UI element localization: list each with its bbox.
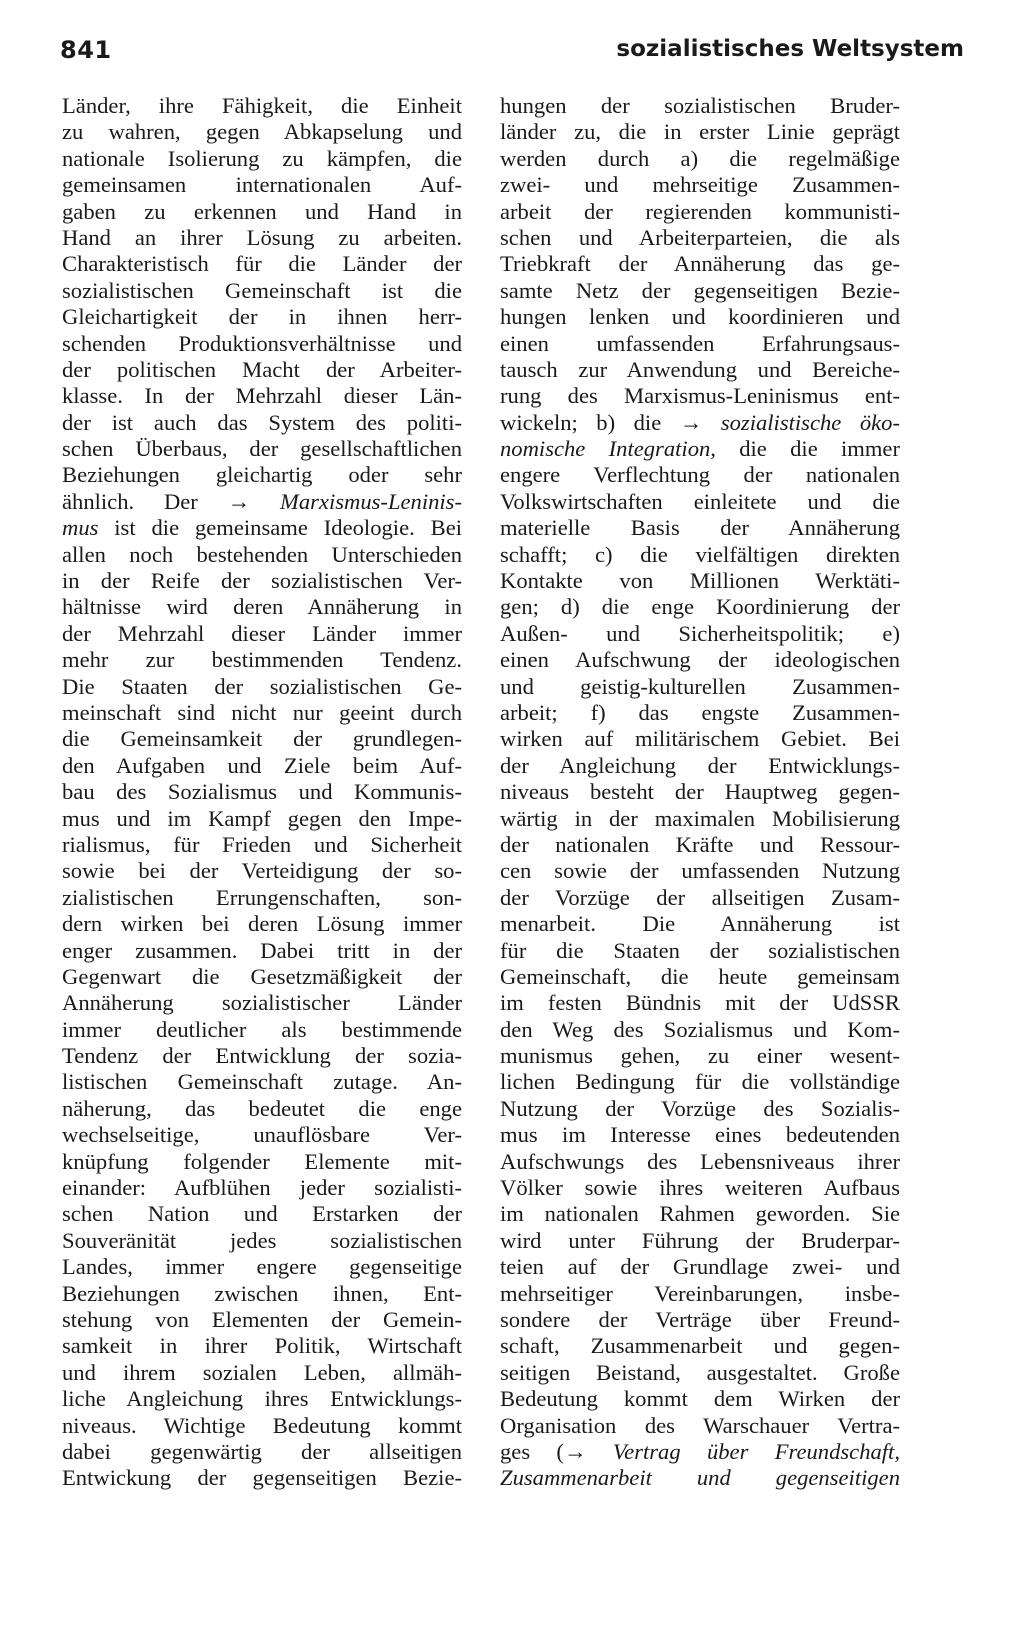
text-line [500,964,900,990]
text-segment: enger zusammen. Dabei tritt in der [62,937,462,963]
text-line [500,1413,900,1439]
running-head: sozialistisches Weltsystem [616,36,964,62]
text-line [62,674,462,700]
left-text-column [62,93,462,1492]
text-segment: der ist auch das System des politi- [62,409,462,435]
text-line [500,1122,900,1148]
page-number: 841 [60,36,112,64]
text-line [62,1175,462,1201]
text-segment: in der Reife der sozialistischen Ver- [62,568,462,594]
text-segment: materielle Basis der Annäherung [500,515,900,541]
text-segment: zu wahren, gegen Abkapselung und [62,119,462,145]
text-segment: tausch zur Anwendung und Bereiche- [500,356,900,382]
italic-term: nomische Integration, [500,436,716,462]
text-segment: im nationalen Rahmen geworden. Sie [500,1201,900,1227]
text-segment: gaben zu erkennen und Hand in [62,198,462,224]
text-line [62,1386,462,1412]
text-line [62,1281,462,1307]
text-line [500,278,900,304]
text-segment: der Angleichung der Entwicklungs- [500,752,900,778]
text-segment: sowie bei der Verteidigung der so- [62,858,462,884]
text-segment: ges (→ [500,1438,613,1464]
text-line [500,383,900,409]
text-line [62,1228,462,1254]
text-segment: Souveränität jedes sozialistischen [62,1227,462,1253]
right-text-column [500,93,900,1492]
text-segment: zwei- und mehrseitige Zusammen- [500,172,900,198]
text-line [500,1069,900,1095]
text-segment: im festen Bündnis mit der UdSSR [500,990,900,1016]
text-line [500,1386,900,1412]
text-segment: Bedeutung kommt dem Wirken der [500,1386,900,1412]
text-line [500,462,900,488]
text-segment: lichen Bedingung für die vollständige [500,1069,900,1095]
text-segment: mehr zur bestimmenden Tendenz. [62,647,462,673]
text-segment: Entwickung der gegenseitigen Bezie- [62,1465,462,1491]
text-line [500,489,900,515]
text-line [62,1069,462,1095]
text-segment: und ihrem sozialen Leben, allmäh- [62,1359,462,1385]
text-line [62,357,462,383]
text-line [500,331,900,357]
text-segment: schenden Produktionsverhältnisse und [62,330,462,356]
text-segment: Landes, immer engere gegenseitige [62,1254,462,1280]
text-line [62,700,462,726]
text-line [62,383,462,409]
text-line [62,1465,462,1491]
text-line [62,1360,462,1386]
text-segment: die die immer [715,436,900,462]
text-line [500,119,900,145]
text-line [500,938,900,964]
text-line [500,1096,900,1122]
text-line [500,674,900,700]
text-segment: für die Staaten der sozialistischen [500,937,900,963]
text-line [62,1413,462,1439]
text-segment: Charakteristisch für die Länder der [62,251,462,277]
text-segment: Völker sowie ihres weiteren Aufbaus [500,1175,900,1201]
text-segment: bau des Sozialismus und Kommunis- [62,779,462,805]
text-line [500,594,900,620]
text-segment: Aufschwungs des Lebensniveaus ihrer [500,1148,900,1174]
text-segment: die Gemeinsamkeit der grundlegen- [62,726,462,752]
text-segment: Außen- und Sicherheitspolitik; e) [500,620,900,646]
text-line [62,806,462,832]
text-line [62,726,462,752]
text-line [500,199,900,225]
text-segment: munismus gehen, zu einer wesent- [500,1043,900,1069]
text-line [62,990,462,1016]
text-segment: liche Angleichung ihres Entwicklungs- [62,1386,462,1412]
text-segment: listischen Gemeinschaft zutage. An- [62,1069,462,1095]
text-line [500,726,900,752]
text-line [62,1307,462,1333]
text-line [62,779,462,805]
text-segment: hungen der sozialistischen Bruder- [500,93,900,118]
text-line [500,990,900,1016]
text-segment: Gegenwart die Gesetzmäßigkeit der [62,963,462,989]
text-segment: schen und Arbeiterparteien, die als [500,224,900,250]
text-line [500,542,900,568]
text-line [500,832,900,858]
italic-term: Marxismus-Leninis- [280,488,462,514]
text-line [500,225,900,251]
text-line [500,93,900,119]
text-line [62,225,462,251]
text-line [500,1201,900,1227]
text-line [500,515,900,541]
text-segment: der Mehrzahl dieser Länder immer [62,620,462,646]
text-segment: niveaus. Wichtige Bedeutung kommt [62,1412,462,1438]
text-line [62,1439,462,1465]
text-segment: mus und im Kampf gegen den Impe- [62,805,462,831]
text-segment: sozialistischen Gemeinschaft ist die [62,277,462,303]
text-segment: menarbeit. Die Annäherung ist [500,911,900,937]
text-line [500,700,900,726]
text-line [500,1175,900,1201]
text-line [62,858,462,884]
text-line [500,1360,900,1386]
text-line [62,542,462,568]
text-segment: schafft; c) die vielfältigen direkten [500,541,900,567]
text-segment: wickeln; b) die → [500,409,721,435]
text-segment: Nutzung der Vorzüge des Sozialis- [500,1095,900,1121]
text-segment: Organisation des Warschauer Vertra- [500,1412,900,1438]
text-line [500,779,900,805]
text-segment: der nationalen Kräfte und Ressour- [500,831,900,857]
text-line [500,621,900,647]
text-segment: Länder, ihre Fähigkeit, die Einheit [62,93,462,118]
text-segment: teien auf der Grundlage zwei- und [500,1254,900,1280]
text-line [500,357,900,383]
text-line [500,146,900,172]
text-segment: einander: Aufblühen jeder sozialisti- [62,1175,462,1201]
text-segment: immer deutlicher als bestimmende [62,1016,462,1042]
text-segment: mus im Interesse eines bedeutenden [500,1122,900,1148]
text-segment: Volkswirtschaften einleitete und die [500,488,900,514]
text-line [500,568,900,594]
text-line [500,1281,900,1307]
text-segment: gemeinsamen internationalen Auf- [62,172,462,198]
text-line [62,172,462,198]
page-header [60,36,964,76]
text-segment: dern wirken bei deren Lösung immer [62,911,462,937]
text-segment: Annäherung sozialistischer Länder [62,990,462,1016]
text-line [500,1254,900,1280]
text-line [500,251,900,277]
text-line [500,1333,900,1359]
text-line [62,885,462,911]
text-line [500,753,900,779]
text-segment: schen Überbaus, der gesellschaftlichen [62,436,462,462]
text-segment: samte Netz der gegenseitigen Bezie- [500,277,900,303]
text-line [500,1465,900,1491]
text-line [500,911,900,937]
text-segment: hungen lenken und koordinieren und [500,304,900,330]
text-line [500,806,900,832]
text-line [62,410,462,436]
text-segment: nationale Isolierung zu kämpfen, die [62,145,462,171]
text-segment: hältnisse wird deren Annäherung in [62,594,462,620]
text-line [62,938,462,964]
text-line [500,172,900,198]
text-line [62,489,462,515]
text-line [62,251,462,277]
text-line [62,199,462,225]
italic-term: sozialistische öko- [720,409,900,435]
text-line [500,410,900,436]
text-segment: meinschaft sind nicht nur geeint durch [62,699,462,725]
text-segment: werden durch a) die regelmäßige [500,145,900,171]
text-segment: ist die gemeinsame Ideologie. Bei [98,515,462,541]
text-line [62,1043,462,1069]
text-line [62,568,462,594]
text-segment: der Vorzüge der allseitigen Zusam- [500,884,900,910]
italic-term: Zusammenarbeit und gegenseitigen [500,1465,900,1491]
text-line [62,1017,462,1043]
text-line [62,304,462,330]
text-segment: Beziehungen gleichartig oder sehr [62,462,462,488]
text-segment: wärtig in der maximalen Mobilisierung [500,805,900,831]
text-segment: einen Aufschwung der ideologischen [500,647,900,673]
text-segment: der politischen Macht der Arbeiter- [62,356,462,382]
text-segment: schen Nation und Erstarken der [62,1201,462,1227]
text-segment: näherung, das bedeutet die enge [62,1095,462,1121]
text-segment: wirken auf militärischem Gebiet. Bei [500,726,900,752]
text-line [62,119,462,145]
text-line [62,964,462,990]
text-line [62,832,462,858]
text-segment: Triebkraft der Annäherung das ge- [500,251,900,277]
text-line [62,1122,462,1148]
text-segment: stehung von Elementen der Gemein- [62,1306,462,1332]
text-segment: Gleichartigkeit der in ihnen herr- [62,304,462,330]
text-segment: länder zu, die in erster Linie geprägt [500,119,900,145]
text-segment: arbeit; f) das engste Zusammen- [500,699,900,725]
text-line [500,1439,900,1465]
text-line [62,621,462,647]
text-segment: cen sowie der umfassenden Nutzung [500,858,900,884]
text-line [62,436,462,462]
text-line [62,911,462,937]
text-segment: seitigen Beistand, ausgestaltet. Große [500,1359,900,1385]
text-segment: gen; d) die enge Koordinierung der [500,594,900,620]
text-line [500,885,900,911]
text-line [500,1307,900,1333]
text-segment: samkeit in ihrer Politik, Wirtschaft [62,1333,462,1359]
text-line [500,1149,900,1175]
text-segment: sondere der Verträge über Freund- [500,1306,900,1332]
text-segment: knüpfung folgender Elemente mit- [62,1148,462,1174]
text-line [500,647,900,673]
text-segment: mehrseitiger Vereinbarungen, insbe- [500,1280,900,1306]
text-segment: engere Verflechtung der nationalen [500,462,900,488]
text-segment: rialismus, für Frieden und Sicherheit [62,831,462,857]
text-line [62,647,462,673]
text-line [62,594,462,620]
text-line [62,146,462,172]
text-line [62,1149,462,1175]
text-segment: den Aufgaben und Ziele beim Auf- [62,752,462,778]
text-segment: wird unter Führung der Bruderpar- [500,1227,900,1253]
text-line [62,1096,462,1122]
text-segment: Tendenz der Entwicklung der sozia- [62,1043,462,1069]
text-segment: arbeit der regierenden kommunisti- [500,198,900,224]
text-line [62,515,462,541]
text-line [62,278,462,304]
text-segment: Hand an ihrer Lösung zu arbeiten. [62,224,462,250]
text-line [62,93,462,119]
text-segment: niveaus besteht der Hauptweg gegen- [500,779,900,805]
italic-term: mus [62,515,99,541]
text-segment: Beziehungen zwischen ihnen, Ent- [62,1280,462,1306]
text-segment: allen noch bestehenden Unterschieden [62,541,462,567]
text-line [500,1228,900,1254]
text-line [62,462,462,488]
text-line [500,304,900,330]
text-segment: schaft, Zusammenarbeit und gegen- [500,1333,900,1359]
text-line [62,753,462,779]
text-segment: rung des Marxismus-Leninismus ent- [500,383,900,409]
text-segment: Die Staaten der sozialistischen Ge- [62,673,462,699]
text-segment: einen umfassenden Erfahrungsaus- [500,330,900,356]
text-segment: den Weg des Sozialismus und Kom- [500,1016,900,1042]
text-segment: Gemeinschaft, die heute gemeinsam [500,963,900,989]
text-segment: und geistig-kulturellen Zusammen- [500,673,900,699]
text-line [62,1254,462,1280]
text-line [500,858,900,884]
text-line [62,1201,462,1227]
text-segment: wechselseitige, unauflösbare Ver- [62,1122,462,1148]
text-line [62,1333,462,1359]
text-segment: zialistischen Errungenschaften, son- [62,884,462,910]
text-line [500,1017,900,1043]
text-line [500,1043,900,1069]
text-segment: dabei gegenwärtig der allseitigen [62,1438,462,1464]
text-line [500,436,900,462]
text-segment: Kontakte von Millionen Werktäti- [500,568,900,594]
italic-term: Vertrag über Freundschaft, [612,1438,900,1464]
text-segment: ähnlich. Der → [62,488,280,514]
text-line [62,331,462,357]
text-segment: klasse. In der Mehrzahl dieser Län- [62,383,462,409]
